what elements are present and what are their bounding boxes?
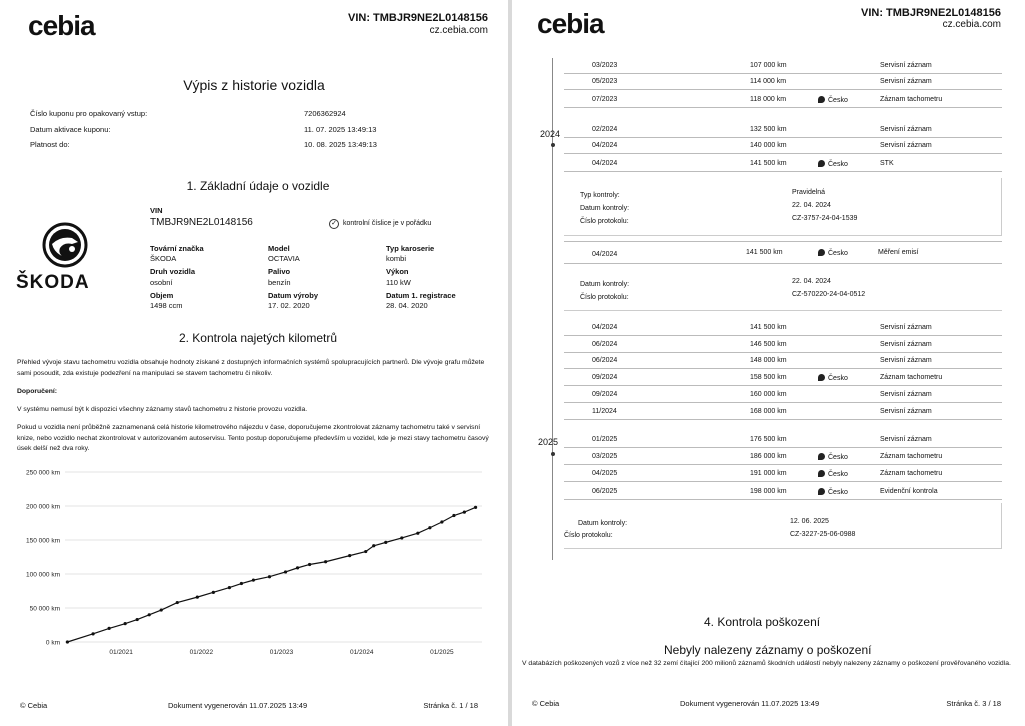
timeline-dot: [551, 452, 555, 456]
x-tick-label: 01/2021: [109, 649, 133, 656]
row-date: 03/2025: [592, 453, 618, 460]
y-tick-label: 0 km: [45, 639, 60, 647]
data-point: [212, 591, 215, 594]
row-date: 06/2024: [592, 341, 618, 348]
vin-value: TMBJR9NE2L0148156: [150, 217, 253, 228]
activation-label: Datum aktivace kuponu:: [30, 125, 111, 134]
row-km: 186 000 km: [750, 453, 787, 460]
emission-protocol-value: CZ-570220-24-04-0512: [792, 291, 866, 298]
skoda-wordmark: ŠKODA: [16, 272, 90, 293]
country-flag-icon: [818, 453, 825, 460]
field-value: benzín: [268, 278, 291, 287]
country-flag-icon: [818, 470, 825, 477]
field-label: Tovární značka: [150, 244, 204, 253]
section-mileage-title: 2. Kontrola najetých kilometrů: [178, 331, 338, 345]
stk-type-value: Pravidelná: [792, 189, 826, 196]
row-date: 04/2024: [592, 324, 618, 331]
row-date: 04/2024: [592, 142, 618, 149]
evidence-protocol-value: CZ-3227-25-06-0988: [790, 531, 856, 538]
recommend-label: Doporučení:: [17, 388, 58, 395]
damage-description: V databázích poškozených vozů z více než 32 zemí čítající 200 milionů záznamů škodních událostí nebyly nalezeny záznamy o poškození prověřovaného vozidla.: [522, 660, 1011, 667]
emission-protocol-label: Číslo protokolu:: [580, 294, 629, 301]
row-type: Servisní záznam: [880, 78, 932, 85]
row-divider: [564, 171, 1002, 172]
row-country: [818, 374, 848, 382]
row-type: Servisní záznam: [880, 408, 932, 415]
valid-until-value: 10. 08. 2025 13:49:13: [304, 140, 377, 149]
field-label: Palivo: [268, 267, 291, 276]
country-flag-icon: [818, 160, 825, 167]
skoda-logo-icon: [42, 222, 88, 268]
row-date: 11/2024: [592, 408, 617, 415]
row-divider: [564, 368, 1002, 369]
data-point: [463, 511, 466, 514]
field-label: Druh vozidla: [150, 267, 196, 276]
field-label: Typ karoserie: [386, 244, 435, 253]
data-point: [474, 506, 477, 509]
country-flag-icon: [818, 96, 825, 103]
row-km: 118 000 km: [750, 96, 787, 103]
row-km: 158 500 km: [750, 374, 787, 381]
row-type: Evidenční kontrola: [880, 488, 938, 495]
data-point: [428, 526, 431, 529]
row-divider: [564, 464, 1002, 465]
mileage-chart: [0, 462, 508, 662]
data-point: [148, 613, 151, 616]
row-date: 06/2024: [592, 357, 618, 364]
data-point: [440, 520, 443, 523]
data-point: [348, 554, 351, 557]
row-km: 191 000 km: [750, 470, 787, 477]
emission-km: 141 500 km: [746, 249, 783, 256]
row-date: 04/2024: [592, 160, 618, 167]
row-type: Záznam tachometru: [880, 470, 943, 477]
row-divider: [564, 73, 1002, 74]
cebia-logo: cebia: [28, 10, 95, 41]
row-km: 198 000 km: [750, 488, 787, 495]
footer-copyright: © Cebia: [20, 701, 48, 710]
country-name: Česko: [828, 250, 848, 257]
field-value: OCTAVIA: [268, 254, 300, 263]
row-date: 07/2023: [592, 96, 618, 103]
data-point: [324, 560, 327, 563]
row-country: [818, 488, 848, 496]
country-name: Česko: [828, 471, 848, 478]
row-type: Záznam tachometru: [880, 96, 943, 103]
field-label: Objem: [150, 291, 174, 300]
section-basic-title: 1. Základní údaje o vozidle: [186, 179, 330, 193]
field-label: Výkon: [386, 267, 409, 276]
row-date: 02/2024: [592, 126, 618, 133]
vin-header: VIN: TMBJR9NE2L0148156: [347, 12, 488, 24]
row-km: 168 000 km: [750, 408, 787, 415]
row-km: 141 500 km: [750, 160, 787, 167]
data-point: [108, 627, 111, 630]
country-name: Česko: [828, 375, 848, 382]
stk-protocol-label: Číslo protokolu:: [580, 218, 629, 225]
field-value: 28. 04. 2020: [386, 301, 428, 310]
data-point: [268, 575, 271, 578]
row-type: Servisní záznam: [880, 436, 932, 443]
row-date: 03/2023: [592, 62, 618, 69]
row-divider: [564, 137, 1002, 138]
row-date: 01/2025: [592, 436, 618, 443]
row-divider: [564, 335, 1002, 336]
row-divider: [564, 153, 1002, 154]
data-point: [296, 566, 299, 569]
year-label: 2025: [538, 437, 559, 447]
country-name: Česko: [828, 489, 848, 496]
check-icon: ✓: [329, 219, 339, 229]
row-divider: [564, 89, 1002, 90]
row-divider: [564, 352, 1002, 353]
row-type: Servisní záznam: [880, 391, 932, 398]
footer-page-number: Stránka č. 1 / 18: [423, 701, 478, 710]
row-km: 107 000 km: [750, 62, 787, 69]
row-country: [818, 470, 848, 478]
page-title: Výpis z historie vozidla: [183, 77, 325, 93]
stk-type-label: Typ kontroly:: [580, 192, 620, 199]
timeline-line: [552, 150, 553, 560]
country-name: Česko: [828, 454, 848, 461]
data-point: [384, 541, 387, 544]
year-label: 2024: [540, 129, 561, 139]
cebia-url[interactable]: cz.cebia.com: [429, 25, 488, 36]
cebia-logo: cebia: [537, 8, 604, 39]
row-divider: [564, 499, 1002, 500]
footer-generated: Dokument vygenerován 11.07.2025 13:49: [680, 699, 820, 708]
no-damage-text: Nebyly nalezeny záznamy o poškození: [664, 643, 872, 657]
row-km: 114 000 km: [750, 78, 787, 85]
y-tick-label: 250 000 km: [26, 469, 60, 477]
footer-copyright: © Cebia: [532, 699, 560, 708]
row-km: 160 000 km: [750, 391, 787, 398]
row-km: 176 500 km: [750, 436, 787, 443]
row-country: [818, 160, 848, 168]
data-point: [66, 640, 69, 643]
emission-date-value: 22. 04. 2024: [792, 278, 831, 285]
vin-header: VIN: TMBJR9NE2L0148156: [860, 7, 1001, 19]
report-page-3: [512, 0, 1025, 726]
field-label: Datum výroby: [268, 291, 319, 300]
data-point: [400, 536, 403, 539]
data-point: [452, 514, 455, 517]
checksum-text: kontrolní číslice je v pořádku: [343, 220, 432, 227]
row-type: Servisní záznam: [880, 324, 932, 331]
row-type: Servisní záznam: [880, 357, 932, 364]
emission-date: 04/2024: [592, 251, 618, 258]
data-point: [252, 579, 255, 582]
data-point: [228, 586, 231, 589]
activation-value: 11. 07. 2025 13:49:13: [304, 125, 377, 134]
y-tick-label: 150 000 km: [26, 537, 60, 545]
row-type: Záznam tachometru: [880, 453, 943, 460]
emission-date-label: Datum kontroly:: [580, 281, 630, 288]
coupon-value: 7206362924: [304, 109, 346, 118]
row-type: Servisní záznam: [880, 341, 932, 348]
field-value: 17. 02. 2020: [268, 301, 310, 310]
row-type: Servisní záznam: [880, 126, 932, 133]
row-type: STK: [880, 160, 894, 167]
footer-generated: Dokument vygenerován 11.07.2025 13:49: [168, 701, 308, 710]
valid-until-label: Platnost do:: [30, 140, 70, 149]
recommend-text-1: V systému nemusí být k dispozici všechny záznamy stavů tachometru z historie provozu vozidla.: [17, 406, 308, 413]
row-km: 132 500 km: [750, 126, 787, 133]
data-point: [308, 563, 311, 566]
data-point: [416, 532, 419, 535]
evidence-protocol-label: Číslo protokolu:: [564, 532, 613, 539]
row-divider: [564, 447, 1002, 448]
row-km: 140 000 km: [750, 142, 787, 149]
row-country: [818, 453, 848, 461]
data-point: [124, 622, 127, 625]
data-point: [91, 632, 94, 635]
coupon-label: Číslo kuponu pro opakovaný vstup:: [30, 109, 148, 118]
data-point: [160, 608, 163, 611]
emission-country: [818, 249, 848, 257]
country-flag-icon: [818, 374, 825, 381]
y-tick-label: 100 000 km: [26, 571, 60, 579]
row-type: Servisní záznam: [880, 62, 932, 69]
row-km: 146 500 km: [750, 341, 787, 348]
row-type: Záznam tachometru: [880, 374, 943, 381]
country-name: Česko: [828, 97, 848, 104]
field-value: ŠKODA: [150, 254, 177, 263]
country-flag-icon: [818, 249, 825, 256]
data-point: [136, 618, 139, 621]
row-km: 148 000 km: [750, 357, 787, 364]
data-point: [364, 550, 367, 553]
data-point: [240, 582, 243, 585]
x-tick-label: 01/2024: [349, 649, 374, 656]
y-tick-label: 200 000 km: [26, 503, 60, 511]
row-type: Servisní záznam: [880, 142, 932, 149]
emission-type: Měření emisí: [878, 249, 919, 256]
x-tick-label: 01/2022: [189, 649, 214, 656]
recommend-text-2: Pokud u vozidla není průběžně zaznamenaná celá historie kilometrového nájezdu v čase, doporučujeme zkontrolovat záznamy tachometru také v servisní knize, nebo vozidlo nechat zkontrolovat v autorizovaném autoservisu. Tento postup doporučujeme především u vozidel, kde je mezi stavy tachometru časový úsek delší než dva roky.: [17, 424, 489, 452]
field-value: osobní: [150, 278, 173, 287]
evidence-detail-box: [564, 503, 1002, 549]
x-tick-label: 01/2025: [430, 649, 454, 656]
row-date: 06/2025: [592, 488, 618, 495]
data-point: [284, 570, 287, 573]
field-label: Model: [268, 244, 290, 253]
row-divider: [564, 419, 1002, 420]
field-value: 1498 ccm: [150, 301, 183, 310]
stk-protocol-value: CZ-3757-24-04-1539: [792, 215, 858, 222]
timeline-dot: [551, 143, 555, 147]
stk-date-label: Datum kontroly:: [580, 205, 630, 212]
series-line: [67, 507, 475, 642]
footer-page-number: Stránka č. 3 / 18: [946, 699, 1001, 708]
stk-date-value: 22. 04. 2024: [792, 202, 831, 209]
data-point: [196, 596, 199, 599]
row-date: 09/2024: [592, 374, 618, 381]
vin-label: VIN: [150, 206, 163, 215]
country-name: Česko: [828, 161, 848, 168]
row-divider: [564, 481, 1002, 482]
data-point: [176, 601, 179, 604]
field-label: Datum 1. registrace: [386, 291, 456, 300]
row-divider: [564, 402, 1002, 403]
row-km: 141 500 km: [750, 324, 787, 331]
cebia-url[interactable]: cz.cebia.com: [942, 19, 1001, 30]
data-point: [372, 544, 375, 547]
section-damage-title: 4. Kontrola poškození: [704, 615, 821, 629]
row-date: 09/2024: [592, 391, 618, 398]
row-date: 05/2023: [592, 78, 618, 85]
stk-detail-box: [564, 178, 1002, 236]
field-value: kombi: [386, 254, 407, 263]
y-tick-label: 50 000 km: [29, 605, 60, 613]
mileage-intro-text: Přehled vývoje stavu tachometru vozidla obsahuje hodnoty získané z dostupných informačních systémů spolupracujících partnerů. Dle vývoje grafu můžete sami posoudit, zda existuje podezření na manipulaci se stavem tachometru či nikoliv.: [17, 359, 485, 377]
country-flag-icon: [818, 488, 825, 495]
row-divider: [564, 107, 1002, 108]
evidence-date-value: 12. 06. 2025: [790, 518, 829, 525]
row-date: 04/2025: [592, 470, 618, 477]
row-country: [818, 96, 848, 104]
x-tick-label: 01/2023: [269, 649, 294, 656]
report-page-1: [0, 0, 508, 726]
field-value: 110 kW: [386, 278, 411, 287]
row-divider: [564, 385, 1002, 386]
evidence-date-label: Datum kontroly:: [578, 520, 628, 527]
